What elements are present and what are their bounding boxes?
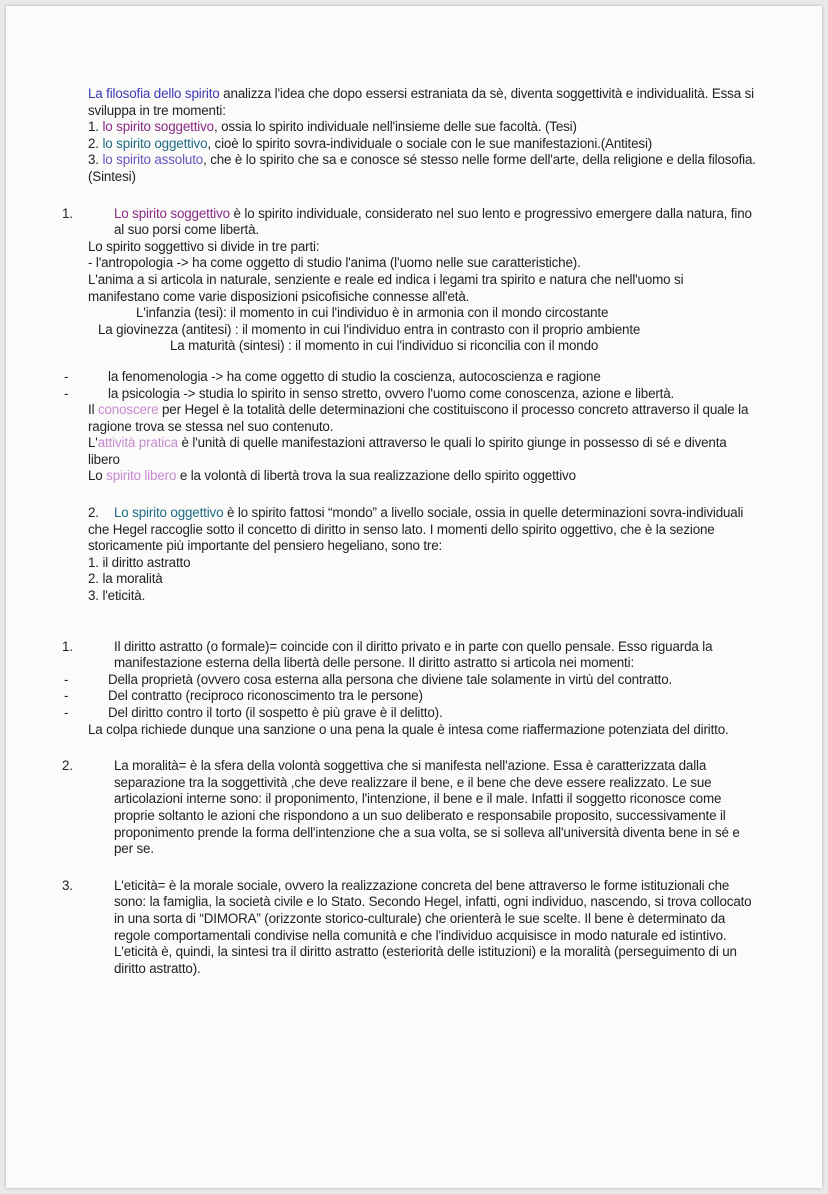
maturita-line: La maturità (sintesi) : il momento in cui l'individuo si riconcilia con il mondo [170,338,599,354]
intro-moment-1: 1. lo spirito soggettivo, ossia lo spirito individuale nell'insieme delle sue facoltà. (Tesi) [88,119,577,135]
document-body [62,86,758,977]
soggettivo-heading: 1. Lo spirito soggettivo è lo spirito individuale, considerato nel suo lento e progressivo emergere dalla natura, fino al suo porsi come libertà. [62,205,752,238]
attivita-pratica-paragraph: L'attività pratica è l'unità di quelle manifestazioni attraverso le quali lo spirito giunge in possesso di sé e diventa libero [88,435,727,467]
diritto-item-proprieta: - Della proprietà (ovvero cosa esterna alla persona che diviene tale solamente in virtù del contratto. [64,671,673,687]
moralita-paragraph: 2. La moralità= è la sfera della volontà soggettiva che si manifesta nell'azione. Essa è caratterizzata dalla separazione tra la soggettività ,che deve realizzare il bene, e il bene che deve essere realizzato. Le sue articolazioni interne sono: il proponimento, l'intenzione, il bene e il male. Infatti il soggetto riconosce come proprie soltanto le azioni che rispondono a un suo deliberato e responsabile proposito, successivamente il proponimento prende la forma dell'intenzione che a sua volta, se si solleva all'università diventa bene in sé e per se. [62,758,740,857]
colpa-paragraph: La colpa richiede dunque una sanzione o una pena la quale è intesa come riaffermazione potenziata del diritto. [88,721,729,737]
diritto-item-torto: - Del diritto contro il torto (il sospetto è più grave è il delitto). [64,705,443,720]
psicologia-item: - la psicologia -> studia lo spirito in senso stretto, ovvero l'uomo come conoscenza, azione e libertà. [64,385,675,401]
diritto-astratto-paragraph: 1. Il diritto astratto (o formale)= coincide con il diritto privato e in parte con quello pensale. Esso riguarda la manifestazione esterna della libertà delle persone. Il diritto astratto si articola nei momenti: [62,638,713,671]
intro-paragraph: La filosofia dello spirito analizza l'idea che dopo essersi estraniata da sè, diventa soggettività e individualità. Essa si sviluppa in tre momenti: [88,86,754,118]
eticita-paragraph: 3. L'eticità= è la morale sociale, ovvero la realizzazione concreta del bene attraverso le forme istituzionali che sono: la famiglia, la società civile e lo Stato. Secondo Hegel, infatti, ogni individuo, nascendo, si trova collocato in una sorta di “DIMORA” (orizzonte storico-culturale) che orienterà le sue scelte. Il bene è determinato da regole comportamentali condivise nella comunità e che l'individuo acquisisce in modo naturale ed istintivo. L'eticità è, quindi, la sintesi tra il diritto astratto (esteriorità delle istituzioni) e la moralità (perseguimento di un diritto astratto). [62,877,752,976]
term-lo-spirito-oggettivo: Lo spirito oggettivo [114,505,224,521]
antropologia-item: - l'antropologia -> ha come oggetto di studio l'anima (l'uomo nelle sue caratteristiche). [88,255,581,271]
document-page [6,6,822,1188]
term-spirito-soggettivo: lo spirito soggettivo [102,119,214,135]
intro-moment-3: 3. lo spirito assoluto, che è lo spirito che sa e conosce sé stesso nelle forme dell'arte, della religione e della filosofia. (Sintesi) [88,152,756,184]
term-spirito-oggettivo: lo spirito oggettivo [102,135,208,151]
oggettivo-list-item: 2. la moralità [88,571,163,587]
giovinezza-line: La giovinezza (antitesi) : il momento in cui l'individuo entra in contrasto con il proprio ambiente [98,321,641,337]
oggettivo-list-item: 1. il diritto astratto [88,554,191,570]
term-spirito-libero: spirito libero [106,468,177,484]
term-conoscere: conoscere [97,402,159,418]
soggettivo-divide: Lo spirito soggettivo si divide in tre parti: [88,238,320,254]
term-attivita-pratica: attività pratica [97,435,178,451]
anima-paragraph: L'anima a si articola in naturale, senziente e reale ed indica i legami tra spirito e natura che nell'uomo si manifestano come varie disposizioni psicofisiche connesse all'età. [88,271,684,304]
intro-moment-2: 2. lo spirito oggettivo, cioè lo spirito sovra-individuale o sociale con le sue manifestazioni.(Antitesi) [88,135,653,151]
spirito-libero-paragraph: Lo spirito libero e la volontà di libertà trova la sua realizzazione dello spirito oggettivo [88,468,576,484]
oggettivo-heading: 2. Lo spirito oggettivo è lo spirito fattosi “mondo” a livello sociale, ossia in quelle determinazioni sovra-individuali che Hegel raccoglie sotto il concetto di diritto in senso lato. I momenti dello spirito oggettivo, che è la sezione storicamente più importante del pensiero hegeliano, sono tre: [88,505,744,554]
conoscere-paragraph: Il conoscere per Hegel è la totalità delle determinazioni che costituiscono il processo concreto attraverso il quale la ragione trova se stessa nel suo contenuto. [88,402,749,434]
diritto-item-contratto: - Del contratto (reciproco riconoscimento tra le persone) [64,688,423,704]
oggettivo-list-item: 3. l'eticità. [88,588,146,604]
infanzia-line: L'infanzia (tesi): il momento in cui l'individuo è in armonia con il mondo circostante [136,305,609,321]
term-filosofia-spirito: La filosofia dello spirito [88,86,220,101]
fenomenologia-item: - la fenomenologia -> ha come oggetto di studio la coscienza, autocoscienza e ragione [64,368,601,384]
term-spirito-assoluto: lo spirito assoluto [102,152,204,168]
term-lo-spirito-soggettivo: Lo spirito soggettivo [114,205,230,221]
